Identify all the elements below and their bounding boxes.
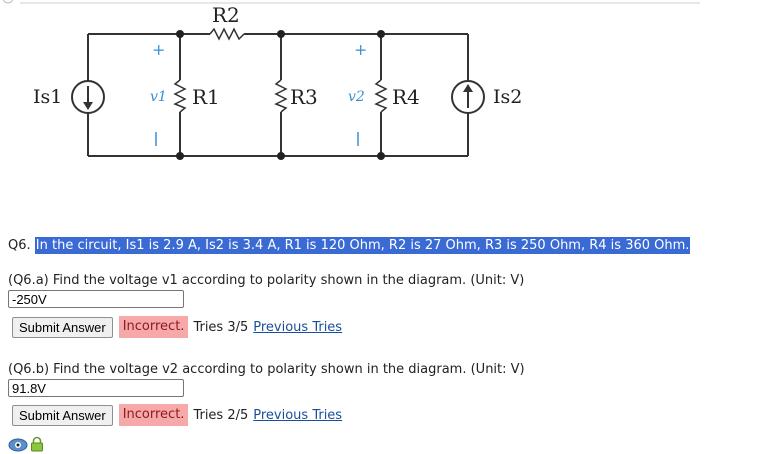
bottom-icons	[8, 436, 44, 452]
resistor-r4	[376, 80, 386, 112]
question-body: In the circuit, Is1 is 2.9 A, Is2 is 3.4 A, R1 is 120 Ohm, R2 is 27 Ohm, R3 is 250 Ohm, R4 is 360 Ohm.	[35, 238, 690, 253]
part-b-answer-field[interactable]	[8, 379, 184, 397]
part-b-previous-tries-link[interactable]: Previous Tries	[253, 407, 343, 423]
circuit-diagram	[0, 0, 769, 205]
label-is2: Is2	[493, 86, 523, 108]
part-a-status-badge: Incorrect.	[119, 316, 189, 338]
part-a-previous-tries-link[interactable]: Previous Tries	[253, 319, 343, 335]
lock-icon[interactable]	[30, 436, 44, 452]
label-r2: R2	[212, 3, 240, 27]
resistor-r2	[210, 29, 244, 39]
current-source-is2	[452, 81, 484, 113]
plus-v2: +	[354, 40, 368, 59]
question-text	[8, 238, 690, 254]
part-a-prompt: (Q6.a) Find the voltage v1 according to polarity shown in the diagram. (Unit: V)	[8, 273, 525, 288]
part-a-tries-count: Tries 3/5	[193, 319, 249, 335]
label-r1: R1	[192, 85, 220, 109]
eye-icon[interactable]	[8, 436, 28, 452]
part-b-submit-button[interactable]: Submit Answer	[12, 405, 113, 426]
part-a-answer-field[interactable]	[8, 290, 184, 308]
label-v1: v1	[150, 89, 167, 105]
part-a-submit-row	[12, 316, 342, 338]
resistor-r1	[175, 80, 185, 112]
current-source-is1	[72, 81, 104, 113]
plus-v1: +	[152, 40, 166, 59]
label-is1: Is1	[33, 86, 63, 108]
part-b-tries-count: Tries 2/5	[193, 407, 249, 423]
part-b-prompt: (Q6.b) Find the voltage v2 according to polarity shown in the diagram. (Unit: V)	[8, 362, 525, 377]
part-b-status-badge: Incorrect.	[119, 404, 189, 426]
label-r3: R3	[290, 85, 318, 109]
label-r4: R4	[392, 85, 420, 109]
resistor-r3	[276, 80, 286, 112]
label-v2: v2	[348, 89, 365, 105]
part-b-submit-row	[12, 404, 342, 426]
question-number: Q6.	[8, 238, 31, 253]
part-a-submit-button[interactable]: Submit Answer	[12, 317, 113, 338]
